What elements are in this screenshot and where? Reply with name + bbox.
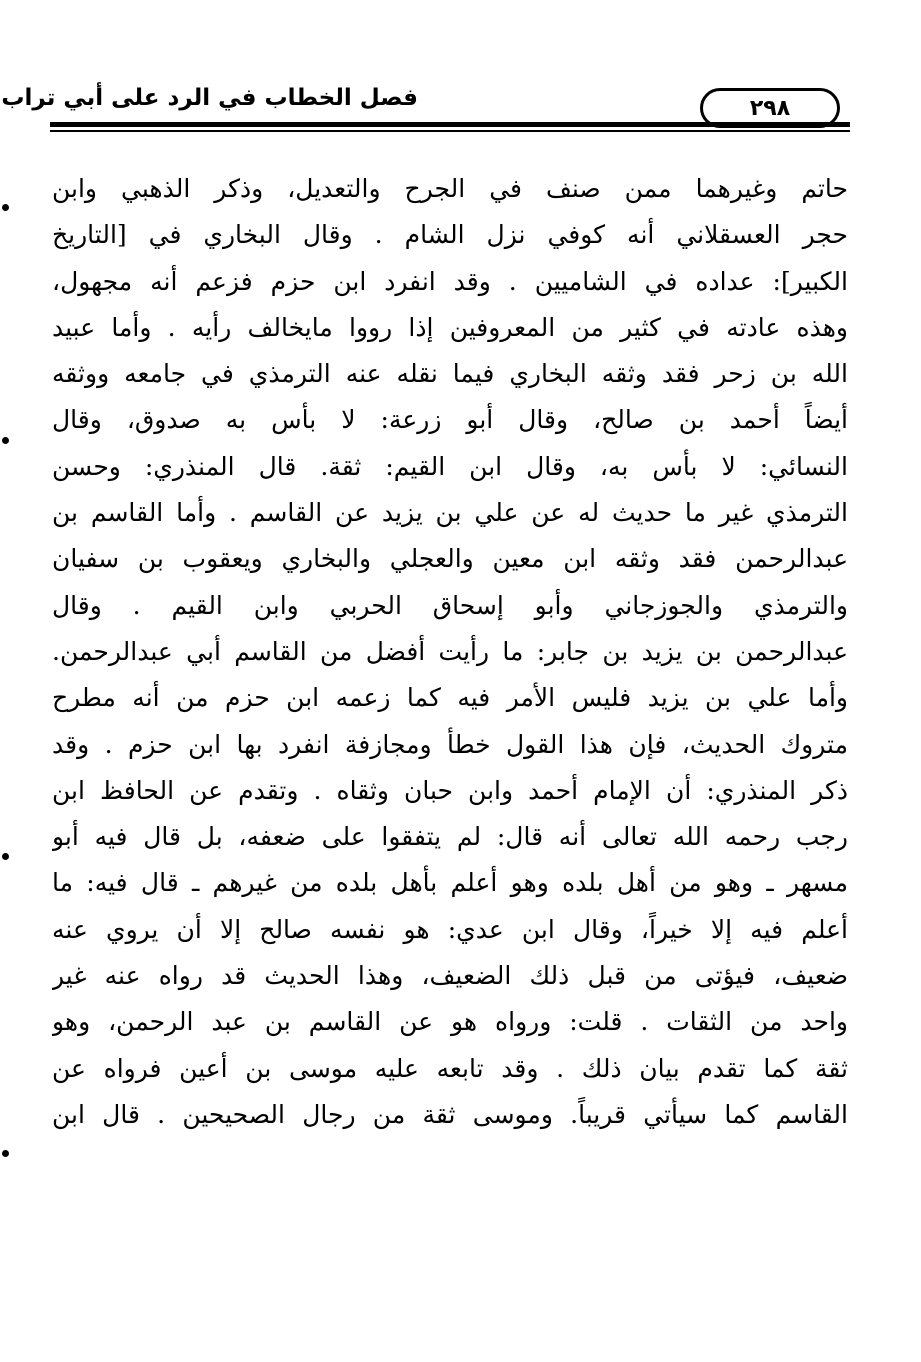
page-number: ٢٩٨ xyxy=(749,95,791,121)
text-line: ضعيف، فيؤتى من قبل ذلك الضعيف، وهذا الحديث قد رواه عنه غير xyxy=(52,961,848,991)
text-line: حجر العسقلاني أنه كوفي نزل الشام . وقال البخاري في [التاريخ xyxy=(52,220,848,250)
text-line: مسهر ـ وهو من أهل بلده وهو أعلم بأهل بلده من غيرهم ـ قال فيه: ما xyxy=(52,868,848,898)
text-line: أعلم فيه إلا خيراً، وقال ابن عدي: هو نفسه صالح إلا أن يروي عنه xyxy=(52,914,848,944)
text-line: الله بن زحر فقد وثقه البخاري فيما نقله عنه الترمذي في جامعه ووثقه xyxy=(52,359,848,389)
margin-dot xyxy=(2,1150,9,1157)
text-line: عبدالرحمن بن يزيد بن جابر: ما رأيت أفضل من القاسم أبي عبدالرحمن. xyxy=(52,636,848,666)
text-line: رجب رحمه الله تعالى أنه قال: لم يتفقوا على ضعفه، بل قال فيه أبو xyxy=(52,822,848,852)
margin-dot xyxy=(2,853,9,860)
text-line: وهذه عادته في كثير من المعروفين إذا رووا مايخالف رأيه . وأما عبيد xyxy=(52,312,848,342)
text-line: ثقة كما تقدم بيان ذلك . وقد تابعه عليه موسى بن أعين فرواه عن xyxy=(52,1053,848,1083)
text-line: الكبير]: عداده في الشاميين . وقد انفرد ابن حزم فزعم أنه مجهول، xyxy=(52,266,848,296)
header-rule-thin xyxy=(50,130,850,132)
text-line: الترمذي غير ما حديث له عن علي بن يزيد عن القاسم . وأما القاسم بن xyxy=(52,498,848,528)
text-line: والترمذي والجوزجاني وأبو إسحاق الحربي وابن القيم . وقال xyxy=(52,590,848,620)
text-line: حاتم وغيرهما ممن صنف في الجرح والتعديل، وذكر الذهبي وابن xyxy=(52,174,848,203)
text-line: متروك الحديث، فإن هذا القول خطأ ومجازفة انفرد بها ابن حزم . وقد xyxy=(52,729,848,759)
text-line: القاسم كما سيأتي قريباً. وموسى ثقة من رجال الصحيحين . قال ابن xyxy=(52,1099,848,1129)
page-header xyxy=(1,70,850,140)
header-rule-thick xyxy=(50,122,850,127)
text-line: ذكر المنذري: أن الإمام أحمد وابن حبان وثقاه . وتقدم عن الحافظ ابن xyxy=(52,775,848,805)
margin-dot xyxy=(2,437,9,444)
margin-dot xyxy=(2,204,9,211)
text-line: واحد من الثقات . قلت: ورواه هو عن القاسم بن عبد الرحمن، وهو xyxy=(52,1007,848,1037)
text-line: أيضاً أحمد بن صالح، وقال أبو زرعة: لا بأس به صدوق، وقال xyxy=(52,405,848,435)
body-text xyxy=(52,166,848,1138)
text-line: النسائي: لا بأس به، وقال ابن القيم: ثقة. قال المنذري: وحسن xyxy=(52,451,848,481)
text-line: عبدالرحمن فقد وثقه ابن معين والعجلي والبخاري ويعقوب بن سفيان xyxy=(52,544,848,574)
text-line: وأما علي بن يزيد فليس الأمر فيه كما زعمه ابن حزم من أنه مطرح xyxy=(52,683,848,713)
running-title: فصل الخطاب في الرد على أبي تراب xyxy=(1,85,418,111)
